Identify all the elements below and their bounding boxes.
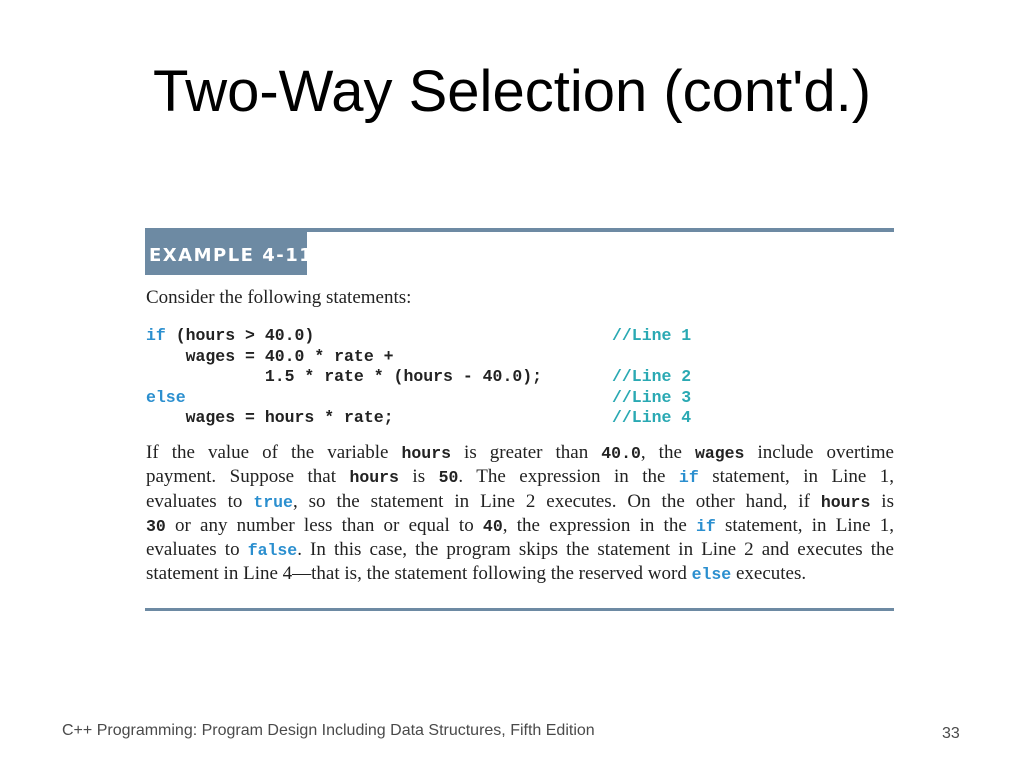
text-run: statement in Line 4—that is, the statement following the reserved word: [146, 563, 692, 585]
explanation-paragraph: [146, 441, 894, 587]
paragraph-line: [146, 441, 894, 465]
text-run: . The expression in the: [458, 466, 679, 488]
inline-keyword: true: [253, 492, 293, 512]
text-run: is: [870, 490, 894, 512]
example-intro: Consider the following statements:: [146, 287, 412, 308]
code-text: wages = 40.0 * rate +: [146, 346, 394, 366]
code-line: [146, 347, 894, 368]
paragraph-line: [146, 514, 894, 538]
text-run: is greater than: [451, 442, 602, 463]
text-run: payment. Suppose that: [146, 466, 350, 488]
text-run: is: [398, 466, 439, 488]
inline-code: 30: [146, 516, 166, 536]
paragraph-line: [146, 465, 894, 489]
example-box: [145, 228, 894, 614]
code-comment: //Line 1: [612, 326, 692, 345]
code-line: [146, 326, 894, 347]
paragraph-line: [146, 562, 894, 586]
paragraph-line: [146, 490, 894, 514]
inline-keyword: false: [247, 541, 298, 561]
text-run: If the value of the variable: [146, 442, 402, 463]
inline-code: 40: [482, 516, 503, 536]
inline-code: hours: [820, 492, 871, 512]
code-line: [146, 388, 894, 409]
code-keyword: if: [146, 326, 166, 345]
example-label-badge: [145, 232, 314, 275]
inline-code: hours: [349, 468, 399, 488]
code-block: [146, 326, 894, 429]
paragraph-line: [146, 538, 894, 562]
code-comment: //Line 2: [612, 367, 692, 386]
code-text: 1.5 * rate * (hours - 40.0);: [146, 367, 543, 386]
text-run: , so the statement in Line 2 executes. On the other hand, if: [292, 490, 821, 512]
code-keyword: else: [146, 387, 186, 407]
page-number: 33: [942, 725, 960, 742]
text-run: include overtime: [744, 442, 894, 463]
code-line: [146, 408, 894, 429]
slide-title: Two-Way Selection (cont'd.): [152, 59, 872, 124]
footer-text: C++ Programming: Program Design Including Data Structures, Fifth Edition: [62, 722, 595, 739]
text-run: executes.: [731, 563, 807, 585]
text-run: evaluates to: [146, 539, 248, 561]
text-run: or any number less than or equal to: [165, 514, 483, 536]
inline-code: hours: [401, 444, 451, 463]
bottom-divider: [145, 608, 894, 611]
code-comment: //Line 3: [612, 387, 692, 407]
code-text: (hours > 40.0): [165, 326, 315, 345]
code-text: wages = hours * rate;: [146, 408, 394, 427]
inline-code: 50: [438, 468, 459, 488]
inline-code: wages: [694, 444, 745, 463]
inline-keyword: if: [695, 516, 716, 536]
text-run: statement, in Line 1,: [715, 514, 895, 536]
text-run: evaluates to: [146, 490, 254, 512]
code-comment: //Line 4: [612, 408, 692, 427]
text-run: , the: [640, 442, 695, 463]
code-line: [146, 367, 894, 388]
inline-keyword: else: [691, 565, 732, 585]
text-run: . In this case, the program skips the statement in Line 2 and executes the: [297, 539, 894, 561]
inline-keyword: if: [678, 468, 699, 488]
example-label: EXAMPLE 4-11: [149, 245, 314, 266]
text-run: statement, in Line 1,: [698, 466, 894, 488]
text-run: , the expression in the: [502, 514, 696, 536]
inline-code: 40.0: [601, 444, 641, 463]
